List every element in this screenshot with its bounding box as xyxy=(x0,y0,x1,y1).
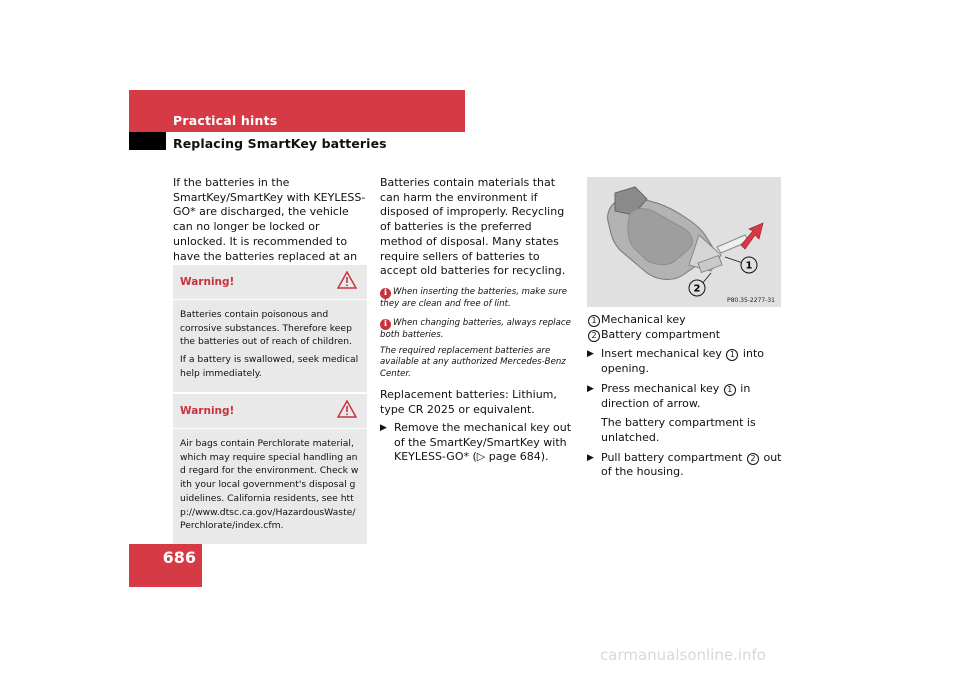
warning-header xyxy=(173,265,367,300)
warning-text: Air bags contain Perchlorate material, which may require special handling and regard for the environment. Check with your local government's disposal guidelines. California residents, see http://www.dtsc.ca.gov/HazardousWaste/Perchlorate/index.cfm. xyxy=(180,438,359,532)
instruction-step: ▶ Insert mechanical key 1 into opening. xyxy=(587,347,764,376)
page-number-box xyxy=(129,544,202,587)
warning-box-batteries xyxy=(173,265,367,392)
column-2 xyxy=(380,176,576,465)
subsection-title: Replacing SmartKey batteries xyxy=(173,136,387,151)
section-title: Practical hints xyxy=(173,113,278,128)
info-text: The required replacement batteries are available at any authorized Mercedes-Benz Center. xyxy=(380,345,566,379)
smartkey-drawing xyxy=(587,177,781,307)
warning-box-perchlorate xyxy=(173,394,367,544)
info-icon: i xyxy=(380,319,391,330)
info-note xyxy=(380,346,576,381)
warning-triangle-icon xyxy=(337,271,357,293)
number-badge: 2 xyxy=(588,330,600,342)
watermark: carmanualsonline.info xyxy=(600,646,766,664)
page-ref-arrow-icon: ▷ xyxy=(476,450,489,464)
number-badge: 1 xyxy=(724,384,736,396)
page-number: 686 xyxy=(162,548,196,567)
smartkey-illustration xyxy=(587,177,781,307)
warning-text: Batteries contain poisonous and corrosive substances. Therefore keep the batteries out of reach of children. xyxy=(180,309,352,348)
recycling-paragraph: Batteries contain materials that can harm the environment if disposed of improperly. Recycling of batteries is the preferred method of disposal. Many states require sellers of batteries to accept old batteries for recycling. xyxy=(380,176,566,278)
bullet-arrow-icon: ▶ xyxy=(587,349,594,360)
warning-title: Warning! xyxy=(180,276,235,288)
warning-triangle-icon xyxy=(337,400,357,422)
page-reference-link[interactable]: page 684 xyxy=(488,450,541,464)
legend-item: 2 Battery compartment xyxy=(587,328,787,343)
header-tab xyxy=(129,132,166,150)
instruction-step: ▶ Remove the mechanical key out of the SmartKey/SmartKey with KEYLESS-GO* (▷ page 684). xyxy=(380,420,572,464)
number-badge: 1 xyxy=(588,315,600,327)
instruction-step: ▶ Pull battery compartment 2 out of the housing. xyxy=(587,450,782,479)
step-result: The battery compartment is unlatched. xyxy=(601,416,756,444)
warning-text: If a battery is swallowed, seek medical help immediately. xyxy=(180,354,359,379)
column-1 xyxy=(173,176,369,279)
number-badge: 1 xyxy=(726,349,738,361)
instruction-step: ▶ Press mechanical key 1 in direction of arrow. The battery compartment is unlatched. xyxy=(587,382,787,446)
info-icon: i xyxy=(380,288,391,299)
warning-title: Warning! xyxy=(180,405,235,417)
bullet-arrow-icon: ▶ xyxy=(380,422,387,433)
replacement-paragraph: Replacement batteries: Lithium, type CR 2025 or equivalent. xyxy=(380,388,557,417)
figure-code: P80.35-2277-31 xyxy=(726,297,775,304)
info-text: When changing batteries, always replace both batteries. xyxy=(380,318,571,341)
bullet-arrow-icon: ▶ xyxy=(587,383,594,394)
info-note xyxy=(380,318,576,342)
intro-paragraph: If the batteries in the SmartKey/SmartKey with KEYLESS-GO* are discharged, the vehicle can no longer be locked or unlocked. It is recommended to have the batteries replaced at an xyxy=(173,176,366,263)
callout-2: 2 xyxy=(693,283,701,295)
info-text: When inserting the batteries, make sure they are clean and free of lint. xyxy=(380,286,568,309)
warning-header xyxy=(173,394,367,429)
info-note xyxy=(380,287,576,311)
legend-item: 1 Mechanical key xyxy=(587,313,787,328)
bullet-arrow-icon: ▶ xyxy=(587,452,594,463)
column-3 xyxy=(587,313,787,480)
callout-1: 1 xyxy=(745,260,753,272)
number-badge: 2 xyxy=(747,453,759,465)
